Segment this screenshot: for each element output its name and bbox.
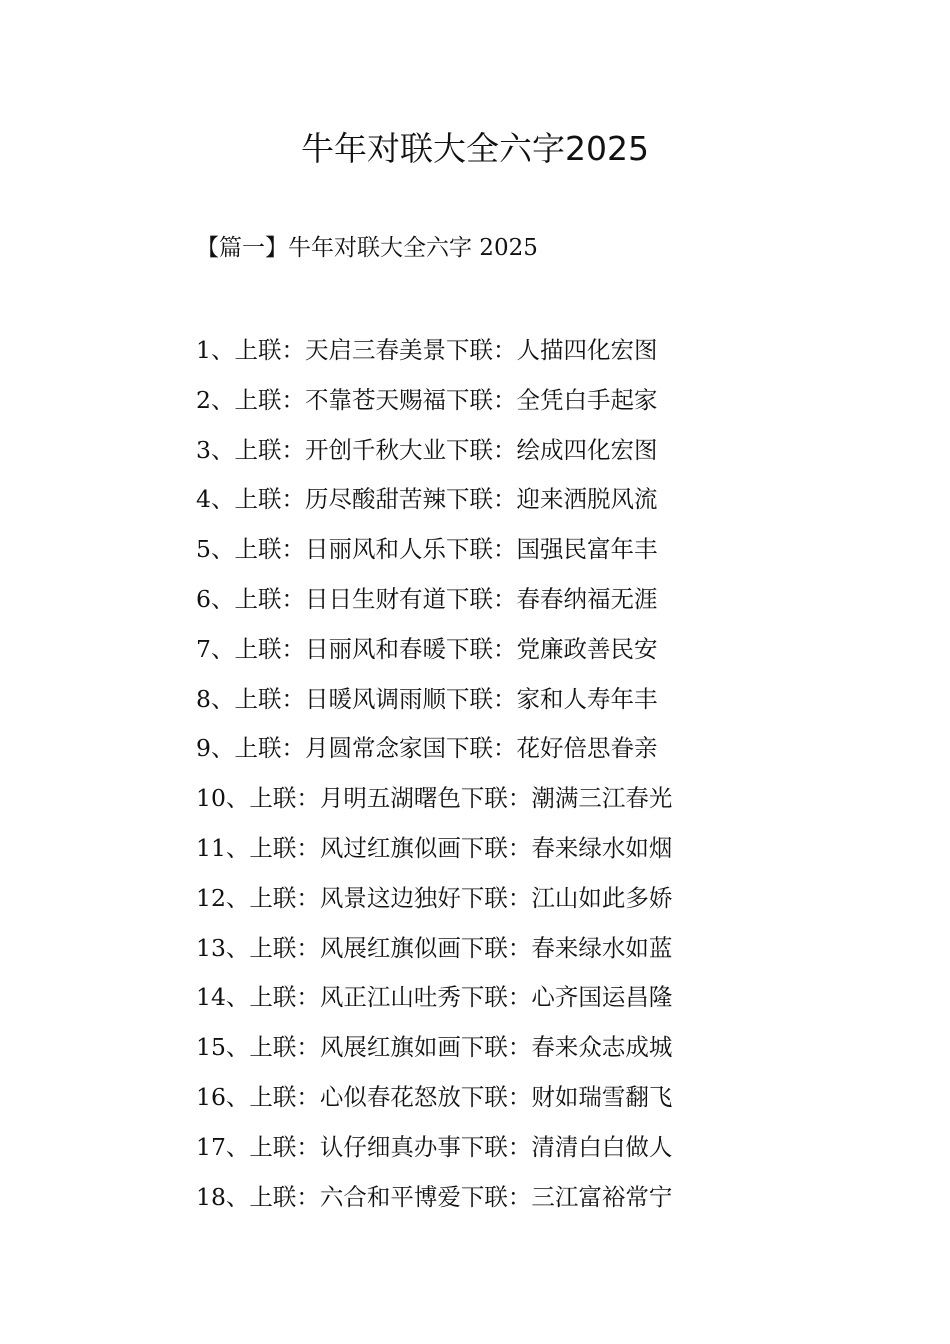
couplet-item: 3、上联：开创千秋大业下联：绘成四化宏图 (196, 435, 658, 464)
couplet-item: 11、上联：风过红旗似画下联：春来绿水如烟 (196, 833, 673, 862)
couplet-item: 2、上联：不靠苍天赐福下联：全凭白手起家 (196, 385, 658, 414)
couplet-item: 12、上联：风景这边独好下联：江山如此多娇 (196, 883, 673, 912)
couplet-item: 10、上联：月明五湖曙色下联：潮满三江春光 (196, 784, 673, 813)
couplet-item: 13、上联：风展红旗似画下联：春来绿水如蓝 (196, 933, 673, 962)
couplet-item: 14、上联：风正江山吐秀下联：心齐国运昌隆 (196, 983, 673, 1012)
couplet-item: 7、上联：日丽风和春暖下联：党廉政善民安 (196, 634, 658, 663)
couplet-item: 8、上联：日暖风调雨顺下联：家和人寿年丰 (196, 684, 658, 713)
document-title: 牛年对联大全六字2025 (301, 129, 649, 168)
couplet-item: 4、上联：历尽酸甜苦辣下联：迎来洒脱风流 (196, 485, 658, 514)
couplet-item: 16、上联：心似春花怒放下联：财如瑞雪翻飞 (196, 1082, 673, 1111)
couplet-item: 1、上联：天启三春美景下联：人描四化宏图 (196, 336, 658, 364)
couplet-item: 15、上联：风展红旗如画下联：春来众志成城 (196, 1033, 673, 1062)
couplet-item: 5、上联：日丽风和人乐下联：国强民富年丰 (196, 535, 658, 564)
couplet-item: 6、上联：日日生财有道下联：春春纳福无涯 (196, 584, 658, 613)
section-heading: 【篇一】牛年对联大全六字 2025 (196, 235, 538, 261)
couplet-item: 9、上联：月圆常念家国下联：花好倍思眷亲 (196, 734, 658, 763)
couplet-item: 18、上联：六合和平博爱下联：三江富裕常宁 (196, 1182, 673, 1211)
couplet-list (196, 330, 672, 1226)
couplet-item: 17、上联：认仔细真办事下联：清清白白做人 (196, 1132, 673, 1161)
